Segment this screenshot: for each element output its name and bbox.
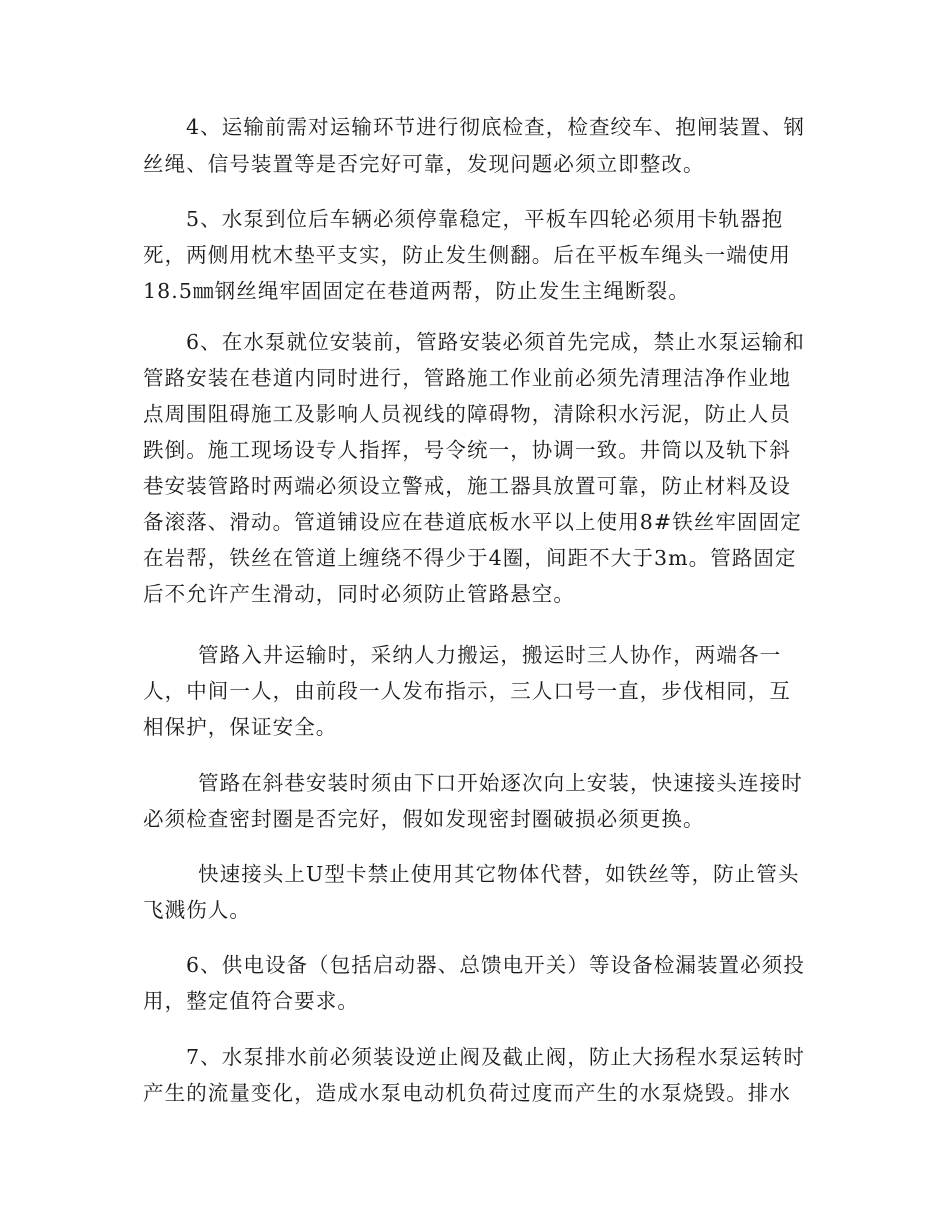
text-line: 5、水泵到位后车辆必须停靠稳定，平板车四轮必须用卡轨器抱 [186,207,784,231]
text-line: 6、在水泵就位安装前，管路安装必须首先完成，禁止水泵运输和 [186,330,805,354]
text-line: 管路在斜巷安装时须由下口开始逐次向上安装，快速接头连接时 [198,771,803,795]
text-line: 管路安装在巷道内同时进行，管路施工作业前必须先清理洁净作业地 [143,366,791,390]
text-line: 产生的流量变化，造成水泵电动机负荷过度而产生的水泵烧毁。排水 [143,1081,791,1105]
text-line: 备滚落、滑动。管道铺设应在巷道底板水平以上使用8#铁丝牢固固定 [143,510,802,534]
text-line: 跌倒。施工现场设专人指挥，号令统一，协调一致。井筒以及轨下斜 [143,438,791,462]
text-line: 4、运输前需对运输环节进行彻底检查，检查绞车、抱闸装置、钢 [186,115,805,139]
text-line: 用，整定值符合要求。 [143,989,359,1013]
text-line: 在岩帮，铁丝在管道上缠绕不得少于4圈，间距不大于3m。管路固定 [143,546,797,570]
text-line: 快速接头上U型卡禁止使用其它物体代替，如铁丝等，防止管头 [198,862,800,886]
text-line: 必须检查密封圈是否完好，假如发现密封圈破损必须更换。 [143,807,705,831]
text-line: 丝绳、信号装置等是否完好可靠，发现问题必须立即整改。 [143,152,705,176]
text-line: 飞溅伤人。 [143,898,251,922]
text-line: 人，中间一人，由前段一人发布指示，三人口号一直，步伐相同，互 [143,679,791,703]
text-line: 管路入井运输时，采纳人力搬运，搬运时三人协作，两端各一 [198,643,782,667]
text-line: 相保护，保证安全。 [143,715,338,739]
text-line: 点周围阻碍施工及影响人员视线的障碍物，清除积水污泥，防止人员 [143,402,791,426]
text-line: 18.5㎜钢丝绳牢固固定在巷道两帮，防止发生主绳断裂。 [143,279,690,303]
text-line: 7、水泵排水前必须装设逆止阀及截止阀，防止大扬程水泵运转时 [186,1045,805,1069]
text-line: 死，两侧用枕木垫平支实，防止发生侧翻。后在平板车绳头一端使用 [143,243,791,267]
text-line: 后不允许产生滑动，同时必须防止管路悬空。 [143,582,575,606]
text-line: 6、供电设备（包括启动器、总馈电开关）等设备检漏装置必须投 [186,953,805,977]
text-line: 巷安装管路时两端必须设立警戒，施工器具放置可靠，防止材料及设 [143,474,791,498]
